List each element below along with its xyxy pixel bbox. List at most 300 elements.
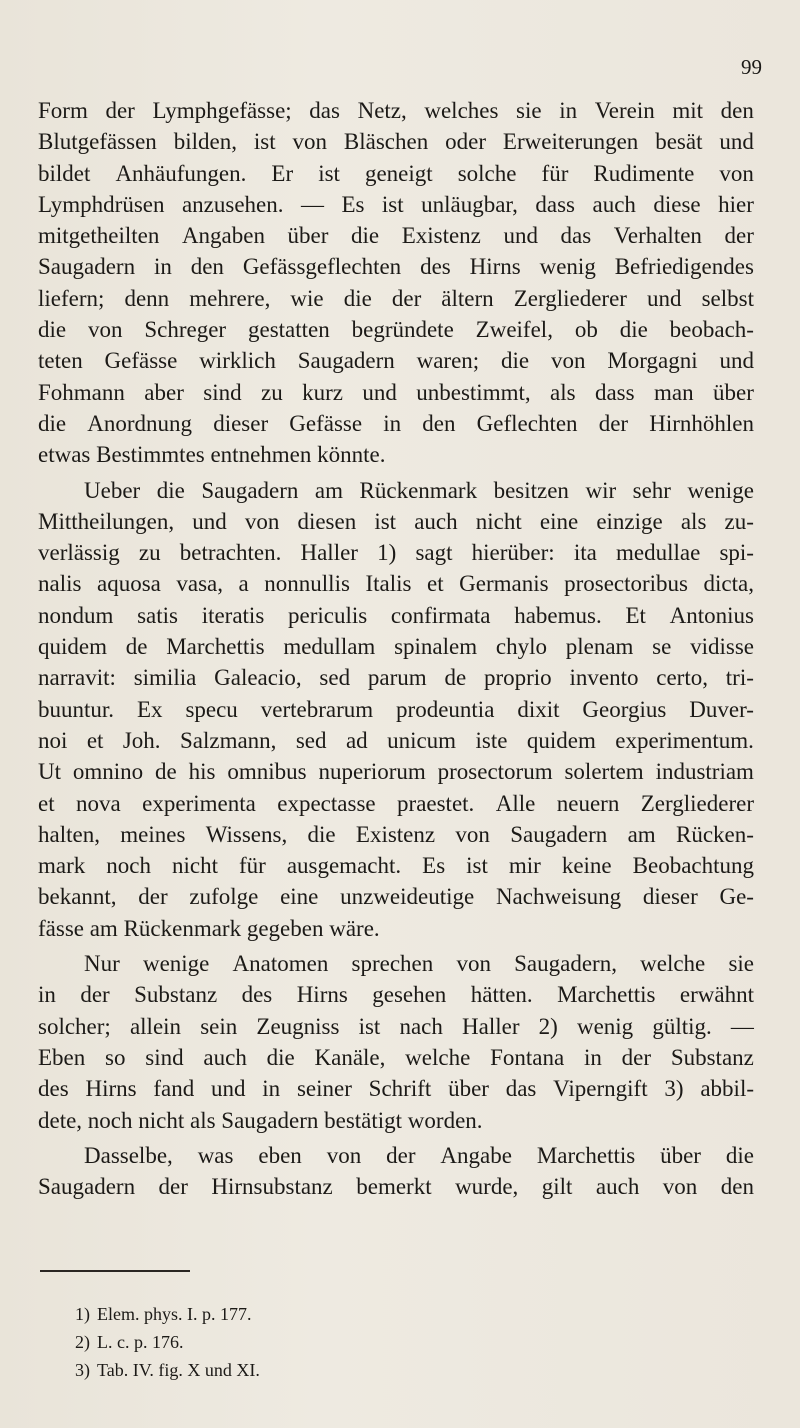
- word: über: [712, 379, 754, 405]
- word: über: [287, 223, 329, 249]
- word: als: [550, 379, 576, 405]
- word: in: [583, 1044, 602, 1070]
- word: sed: [295, 727, 327, 753]
- word: Antonius: [669, 602, 754, 628]
- line-text: dete, noch nicht als Saugadern bestätigt worden.: [38, 1107, 483, 1133]
- text-line: [38, 881, 754, 912]
- word: medullam: [283, 634, 376, 660]
- word: Mittheilungen,: [38, 508, 175, 534]
- word: Rudimente: [593, 160, 695, 186]
- word: halten,: [38, 821, 100, 847]
- word: oder: [445, 129, 487, 155]
- word: bemerkt: [356, 1174, 432, 1200]
- word: experimenta: [142, 790, 256, 816]
- word: Haller: [462, 1013, 520, 1039]
- word: Hirns: [85, 1076, 137, 1102]
- word: die: [266, 1044, 295, 1070]
- word: über: [448, 1076, 489, 1102]
- word: et: [86, 727, 104, 753]
- word: vasa,: [176, 571, 224, 597]
- word: das: [560, 223, 592, 249]
- word: dass: [594, 379, 635, 405]
- word: Existenz: [355, 821, 436, 847]
- word: spi-: [719, 540, 754, 566]
- word: nondum: [38, 602, 114, 628]
- word: Alle: [495, 790, 536, 816]
- word: fand: [153, 1076, 195, 1102]
- word: ad: [345, 727, 368, 753]
- word: begründete: [351, 317, 454, 343]
- word: welche: [405, 1044, 471, 1070]
- word: und: [362, 379, 397, 405]
- word: wenige: [687, 477, 754, 503]
- word: vidisse: [690, 634, 754, 660]
- word: confirmata: [390, 602, 491, 628]
- word: dicta,: [703, 571, 754, 597]
- word: Saugadern: [38, 1174, 136, 1200]
- word: iteratis: [201, 602, 265, 628]
- word: auch: [203, 1044, 247, 1070]
- word: wenig: [576, 1013, 634, 1039]
- text-line: [38, 251, 754, 282]
- word: in: [262, 1076, 281, 1102]
- word: hier: [718, 191, 754, 217]
- word: über: [660, 1142, 701, 1168]
- word: sind: [203, 379, 242, 405]
- word: Fohmann: [38, 379, 125, 405]
- word: ob: [574, 317, 598, 343]
- word: Substanz: [670, 1044, 754, 1070]
- text-line: [38, 788, 754, 819]
- word: et: [426, 571, 444, 597]
- word: de: [444, 665, 467, 691]
- word: einzige: [596, 508, 663, 534]
- word: ist: [253, 129, 276, 155]
- word: am: [627, 821, 656, 847]
- word: liefern;: [38, 285, 105, 311]
- text-line: [38, 979, 754, 1010]
- word: Marchettis: [557, 982, 656, 1008]
- word: Zeugniss: [256, 1013, 340, 1039]
- word: sie: [728, 951, 754, 977]
- text-line: [38, 189, 754, 220]
- word: Angaben: [181, 223, 265, 249]
- word: von: [87, 317, 123, 343]
- word: 1): [377, 540, 397, 566]
- word: in: [153, 254, 172, 280]
- word: auch: [595, 1174, 640, 1200]
- word: Substanz: [134, 982, 218, 1008]
- word: Saugadern,: [514, 951, 617, 977]
- word: neuern: [556, 790, 620, 816]
- word: —: [300, 191, 324, 217]
- word: Verein: [594, 98, 655, 123]
- word: Ueber: [84, 477, 141, 503]
- word: der: [80, 982, 110, 1008]
- text-line: [38, 220, 754, 251]
- word: seiner: [296, 1076, 352, 1102]
- word: besät: [655, 129, 703, 155]
- word: der: [724, 223, 754, 249]
- word: von: [244, 508, 280, 534]
- word: man: [653, 379, 694, 405]
- word: diesen: [297, 508, 357, 534]
- word: den: [422, 410, 456, 436]
- footnote: [75, 1300, 260, 1328]
- word: wurde,: [455, 1174, 519, 1200]
- word: Marchettis: [536, 1142, 636, 1168]
- word: Ut: [38, 759, 61, 785]
- footnote-text: Tab. IV. fig. X und XI.: [97, 1360, 260, 1380]
- word: prosectoribus: [564, 571, 688, 597]
- word: solertem: [564, 759, 644, 785]
- word: sehr: [632, 477, 671, 503]
- word: bekannt,: [38, 884, 117, 910]
- word: Beobachtung: [632, 853, 754, 879]
- word: Fontana: [490, 1044, 565, 1070]
- word: solcher;: [38, 1013, 111, 1039]
- word: Saugadern: [201, 477, 299, 503]
- word: Befriedigendes: [614, 254, 754, 280]
- word: Hirnsubstanz: [211, 1174, 333, 1200]
- word: medullae: [615, 540, 701, 566]
- word: experimentum.: [615, 727, 754, 753]
- word: diese: [653, 191, 701, 217]
- word: Germanis: [459, 571, 549, 597]
- footnote-text: L. c. p. 176.: [97, 1332, 184, 1352]
- footnote-number: 3): [75, 1360, 90, 1380]
- word: Saugadern: [297, 348, 395, 374]
- word: Existenz: [401, 223, 481, 249]
- word: dass: [535, 191, 576, 217]
- word: Anhäufungen.: [115, 160, 247, 186]
- word: Nachweisung: [495, 884, 622, 910]
- word: in: [38, 982, 56, 1008]
- word: Gefässgeflechten: [242, 254, 402, 280]
- word: omnino: [72, 759, 144, 785]
- word: 2): [538, 1013, 558, 1039]
- text-line: [38, 158, 754, 189]
- word: am: [314, 477, 344, 503]
- word: ausgemacht.: [286, 853, 402, 879]
- word: aquosa: [96, 571, 161, 597]
- word: proprio: [483, 665, 552, 691]
- word: mehrere,: [189, 285, 271, 311]
- word: ist: [358, 1013, 381, 1039]
- word: prosectorum: [437, 759, 553, 785]
- word: die: [156, 477, 185, 503]
- word: nova: [76, 790, 121, 816]
- word: vertebrarum: [260, 696, 374, 722]
- word: Zweifel,: [475, 317, 553, 343]
- word: spinalem: [394, 634, 478, 660]
- footnote: [75, 1328, 260, 1356]
- word: von: [550, 348, 586, 374]
- word: beobach-: [669, 317, 754, 343]
- word: Italis: [365, 571, 412, 597]
- word: wie: [290, 285, 324, 311]
- word: Anordnung: [87, 410, 193, 436]
- word: denn: [124, 285, 170, 311]
- text-line: [38, 1042, 754, 1073]
- word: noch: [106, 853, 151, 879]
- text-line: [38, 1011, 754, 1042]
- word: auch: [414, 508, 458, 534]
- word: nach: [399, 1013, 443, 1039]
- word: ist: [466, 853, 488, 879]
- word: his: [188, 759, 216, 785]
- word: in: [383, 410, 402, 436]
- word: und: [211, 1076, 246, 1102]
- word: des: [420, 254, 451, 280]
- word: Rücken-: [675, 821, 754, 847]
- body-text: [38, 95, 754, 1202]
- footnotes: [75, 1300, 260, 1384]
- word: Erweiterungen: [502, 129, 639, 155]
- word: des: [241, 982, 273, 1008]
- word: kurz: [302, 379, 343, 405]
- word: Verhalten: [613, 223, 702, 249]
- text-line: [38, 1171, 754, 1202]
- word: besitzen: [493, 477, 569, 503]
- word: hierüber:: [471, 540, 555, 566]
- word: sagt: [415, 540, 453, 566]
- word: wir: [585, 477, 617, 503]
- word: unicum: [387, 727, 457, 753]
- word: von: [292, 129, 328, 155]
- word: Zergliederer: [513, 285, 627, 311]
- word: sprechen: [351, 951, 434, 977]
- word: Salzmann,: [179, 727, 277, 753]
- word: Morgagni: [607, 348, 698, 374]
- word: nicht: [171, 853, 218, 879]
- word: Hirns: [469, 254, 521, 280]
- word: Duver-: [689, 696, 754, 722]
- word: dieser: [213, 410, 269, 436]
- word: Blutgefässen: [38, 129, 157, 155]
- word: das: [505, 1076, 537, 1102]
- text-line: [38, 126, 754, 157]
- word: Lymphdrüsen: [38, 191, 165, 217]
- word: Es: [341, 191, 365, 217]
- word: 3): [664, 1076, 684, 1102]
- text-line: [38, 694, 754, 725]
- word: iste: [475, 727, 508, 753]
- word: zu: [260, 379, 283, 405]
- word: betrachten.: [179, 540, 282, 566]
- word: hätten.: [470, 982, 533, 1008]
- text-line: [38, 283, 754, 314]
- footnote-text: Elem. phys. I. p. 177.: [97, 1304, 252, 1324]
- word: nicht: [475, 508, 522, 534]
- word: in: [559, 98, 578, 123]
- text-line: [38, 1105, 754, 1136]
- word: eben: [258, 1142, 302, 1168]
- footnote: [75, 1356, 260, 1384]
- word: quidem: [38, 634, 107, 660]
- word: von: [455, 821, 490, 847]
- word: sind: [145, 1044, 184, 1070]
- word: und: [503, 223, 538, 249]
- word: omnibus: [227, 759, 307, 785]
- footnote-number: 1): [75, 1304, 90, 1324]
- text-line: [38, 1073, 754, 1104]
- word: chylo: [495, 634, 547, 660]
- word: die: [343, 285, 372, 311]
- word: aber: [144, 379, 184, 405]
- word: Et: [625, 602, 646, 628]
- word: nalis: [38, 571, 82, 597]
- word: waren;: [416, 348, 480, 374]
- word: de: [155, 759, 177, 785]
- word: als: [680, 508, 707, 534]
- word: solche: [457, 160, 517, 186]
- word: die: [501, 348, 530, 374]
- word: nuperiorum: [318, 759, 426, 785]
- line-text: fässe am Rückenmark gegeben wäre.: [38, 915, 380, 941]
- word: et: [38, 790, 55, 816]
- word: sie: [516, 98, 542, 123]
- word: anzusehen.: [181, 191, 284, 217]
- word: für: [238, 853, 266, 879]
- word: ist: [374, 508, 397, 534]
- word: gesehen: [372, 982, 447, 1008]
- text-line: [38, 662, 754, 693]
- word: invento: [569, 665, 639, 691]
- word: mir: [508, 853, 541, 879]
- word: —: [730, 1013, 754, 1039]
- text-line: [38, 439, 754, 470]
- word: welches: [424, 98, 499, 123]
- line-text: etwas Bestimmtes entnehmen könnte.: [38, 442, 386, 468]
- word: eine: [539, 508, 579, 534]
- word: bilden,: [173, 129, 237, 155]
- word: teten: [38, 348, 83, 374]
- word: von: [326, 1142, 362, 1168]
- text-line: [38, 377, 754, 408]
- word: selbst: [701, 285, 754, 311]
- text-line: [38, 568, 754, 599]
- word: sed: [319, 665, 351, 691]
- word: Ge-: [719, 884, 754, 910]
- word: Bläschen: [343, 129, 429, 155]
- word: Gefässe: [104, 348, 178, 374]
- word: Schreger: [144, 317, 227, 343]
- word: der: [621, 1044, 652, 1070]
- word: von: [662, 1174, 698, 1200]
- word: Es: [422, 853, 446, 879]
- word: Lymphgefässe;: [152, 98, 292, 123]
- word: eine: [280, 884, 319, 910]
- word: ita: [573, 540, 597, 566]
- word: unläugbar,: [421, 191, 518, 217]
- word: mitgetheilten: [38, 223, 160, 249]
- word: Kanäle,: [314, 1044, 386, 1070]
- page-number: 99: [741, 55, 762, 79]
- word: parum: [367, 665, 427, 691]
- word: bildet: [38, 160, 91, 186]
- word: Haller: [300, 540, 358, 566]
- word: und: [719, 129, 754, 155]
- word: Geflechten: [476, 410, 578, 436]
- word: unbestimmt,: [416, 379, 531, 405]
- word: de: [125, 634, 148, 660]
- text-line: [38, 850, 754, 881]
- footnote-divider: [40, 1270, 190, 1272]
- word: certo,: [656, 665, 708, 691]
- word: Schrift: [368, 1076, 432, 1102]
- word: von: [719, 160, 754, 186]
- text-line: [38, 948, 754, 979]
- word: prodeuntia: [396, 696, 495, 722]
- text-line: [38, 95, 754, 126]
- word: ist: [381, 191, 404, 217]
- word: Form: [38, 98, 88, 123]
- word: gilt: [541, 1174, 573, 1200]
- text-line: [38, 819, 754, 850]
- word: Angabe: [440, 1142, 512, 1168]
- word: sein: [200, 1013, 238, 1039]
- word: a: [238, 571, 249, 597]
- word: satis: [137, 602, 178, 628]
- word: Wissens,: [205, 821, 288, 847]
- text-line: [38, 475, 754, 506]
- word: die: [38, 410, 67, 436]
- word: der: [105, 98, 135, 123]
- word: für: [541, 160, 569, 186]
- text-line: [38, 408, 754, 439]
- word: den: [720, 1174, 754, 1200]
- word: erwähnt: [679, 982, 754, 1008]
- word: die: [38, 317, 67, 343]
- text-line: [38, 314, 754, 345]
- word: Nur: [84, 951, 120, 977]
- word: der: [391, 285, 422, 311]
- word: so: [105, 1044, 126, 1070]
- word: gültig.: [652, 1013, 712, 1039]
- word: ältern: [441, 285, 494, 311]
- word: Zergliederer: [640, 790, 754, 816]
- word: von: [456, 951, 491, 977]
- word: Ex: [136, 696, 163, 722]
- word: specu: [185, 696, 238, 722]
- word: Dasselbe,: [84, 1142, 173, 1168]
- word: das: [309, 98, 340, 123]
- word: Eben: [38, 1044, 86, 1070]
- word: unzweideutige: [340, 884, 475, 910]
- word: noi: [38, 727, 68, 753]
- word: Hirns: [296, 982, 348, 1008]
- word: buuntur.: [38, 696, 115, 722]
- footnote-number: 2): [75, 1332, 90, 1352]
- text-line: [38, 756, 754, 787]
- text-line: [38, 537, 754, 568]
- word: Rückenmark: [359, 477, 478, 503]
- word: mit: [672, 98, 704, 123]
- text-line: [38, 1140, 754, 1171]
- word: Joh.: [122, 727, 161, 753]
- word: zufolge: [189, 884, 259, 910]
- word: und: [192, 508, 227, 534]
- text-line: [38, 725, 754, 756]
- word: gestatten: [247, 317, 330, 343]
- word: meines: [120, 821, 186, 847]
- word: Hirnhöhlen: [649, 410, 754, 436]
- word: dixit: [517, 696, 560, 722]
- word: der: [158, 1174, 188, 1200]
- word: Netz,: [357, 98, 407, 123]
- word: ist: [318, 160, 340, 186]
